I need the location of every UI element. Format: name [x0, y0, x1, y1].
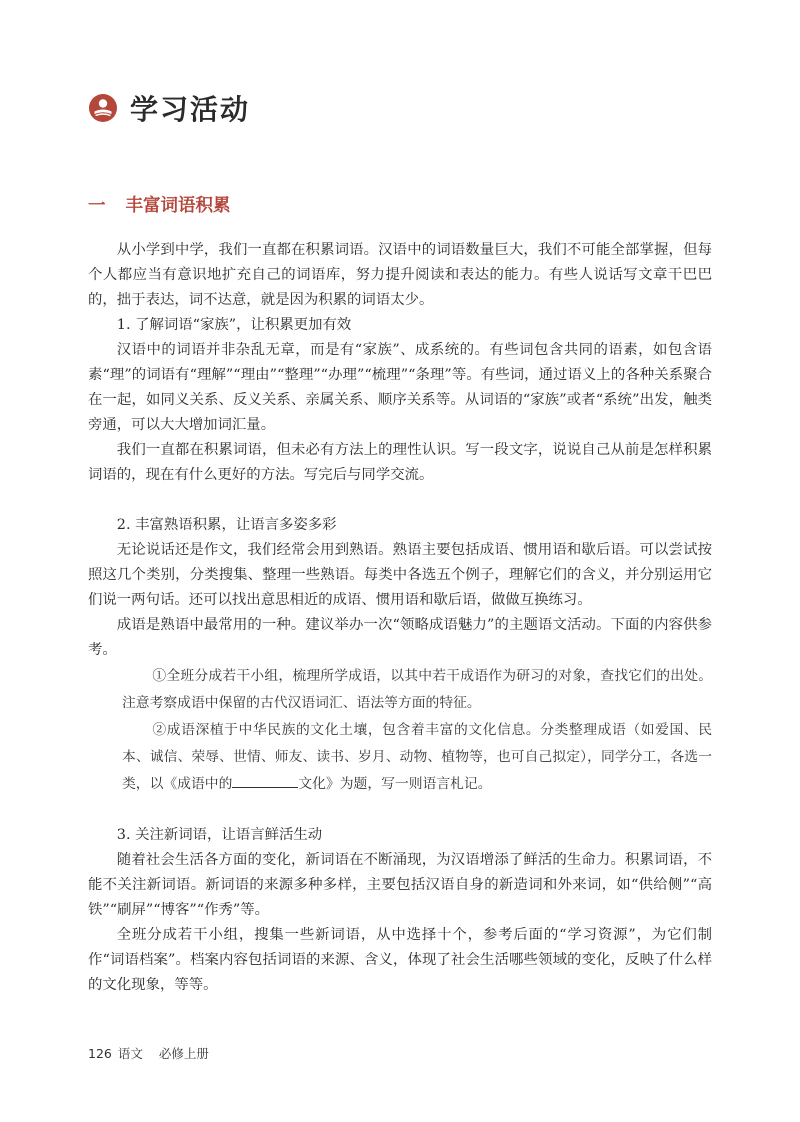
reading-person-icon: [88, 93, 118, 123]
part1-paragraph-1: 汉语中的词语并非杂乱无章，而是有“家族”、成系统的。有些词包含共同的语素，如包含语素“理”的词语有“理解”“理由”“整理”“办理”“梳理”“条理”等。有些词，通过语义上的各种关系聚合在一起，如同义关系、反义关系、亲属关系、顺序关系等。从词语的“家族”或者“系统”出发，触类旁通，可以大大增加词汇量。: [88, 342, 712, 433]
activity-item-1: ①全班分成若干小组，梳理所学成语，以其中若干成语作为研习的对象，查找它们的出处。注意考察成语中保留的古代汉语词汇、语法等方面的特征。: [122, 668, 712, 711]
part2-heading: 2. 丰富熟语积累，让语言多姿多彩: [116, 517, 337, 533]
activity-item-2: [88, 717, 712, 798]
section-number: 一: [88, 196, 106, 216]
part3-heading: 3. 关注新词语，让语言鲜活生动: [116, 827, 323, 843]
page-number: 126: [88, 1046, 112, 1061]
part2-paragraph-2: 成语是熟语中最常用的一种。建议举办一次“领略成语魅力”的主题语文活动。下面的内容供参考。: [88, 617, 712, 658]
activity-item-2-after: 文化》为题，写一则语言札记。: [298, 776, 492, 792]
footer-subject: 语文: [117, 1046, 143, 1061]
part1-heading: 1. 了解词语“家族”，让积累更加有效: [116, 317, 352, 333]
part1-paragraph-2: 我们一直都在积累词语，但未必有方法上的理性认识。写一段文字，说说自己从前是怎样积累词语的，现在有什么更好的方法。写完后与同学交流。: [88, 442, 712, 483]
fill-in-blank: [232, 773, 298, 788]
section-heading: [88, 192, 231, 217]
page-title: 学习活动: [130, 93, 251, 126]
page-header: [88, 86, 250, 130]
activity-item-2-before: ②成语深植于中华民族的文化土壤，包含着丰富的文化信息。分类整理成语（如爱国、民本、诚信、荣辱、世情、师友、读书、岁月、动物、植物等，也可自己拟定），同学分工，各选一类，以《成语中的: [122, 722, 712, 792]
part3-paragraph-2: 全班分成若干小组，搜集一些新词语，从中选择十个，参考后面的“学习资源”，为它们制作“词语档案”。档案内容包括词语的来源、含义，体现了社会生活哪些领域的变化，反映了什么样的文化现象，等等。: [88, 927, 712, 993]
footer-volume: 必修上册: [158, 1046, 209, 1061]
part2-paragraph-1: 无论说话还是作文，我们经常会用到熟语。熟语主要包括成语、惯用语和歇后语。可以尝试按照这几个类别，分类搜集、整理一些熟语。每类中各选五个例子，理解它们的含义，并分别运用它们说一两句话。还可以找出意思相近的成语、惯用语和歇后语，做做互换练习。: [88, 542, 712, 608]
page-footer: [88, 1044, 209, 1062]
section-title-text: 丰富词语积累: [125, 196, 231, 216]
part3-paragraph-1: 随着社会生活各方面的变化，新词语在不断涌现，为汉语增添了鲜活的生命力。积累词语，不能不关注新词语。新词语的来源多种多样，主要包括汉语自身的新造词和外来词，如“供给侧”“高铁”“刷屏”“博客”“作秀”等。: [88, 852, 712, 918]
main-content: [88, 238, 712, 998]
intro-paragraph: 从小学到中学，我们一直都在积累词语。汉语中的词语数量巨大，我们不可能全部掌握，但每个人都应当有意识地扩充自己的词语库，努力提升阅读和表达的能力。有些人说话写文章干巴巴的，拙于表达，词不达意，就是因为积累的词语太少。: [88, 242, 712, 308]
